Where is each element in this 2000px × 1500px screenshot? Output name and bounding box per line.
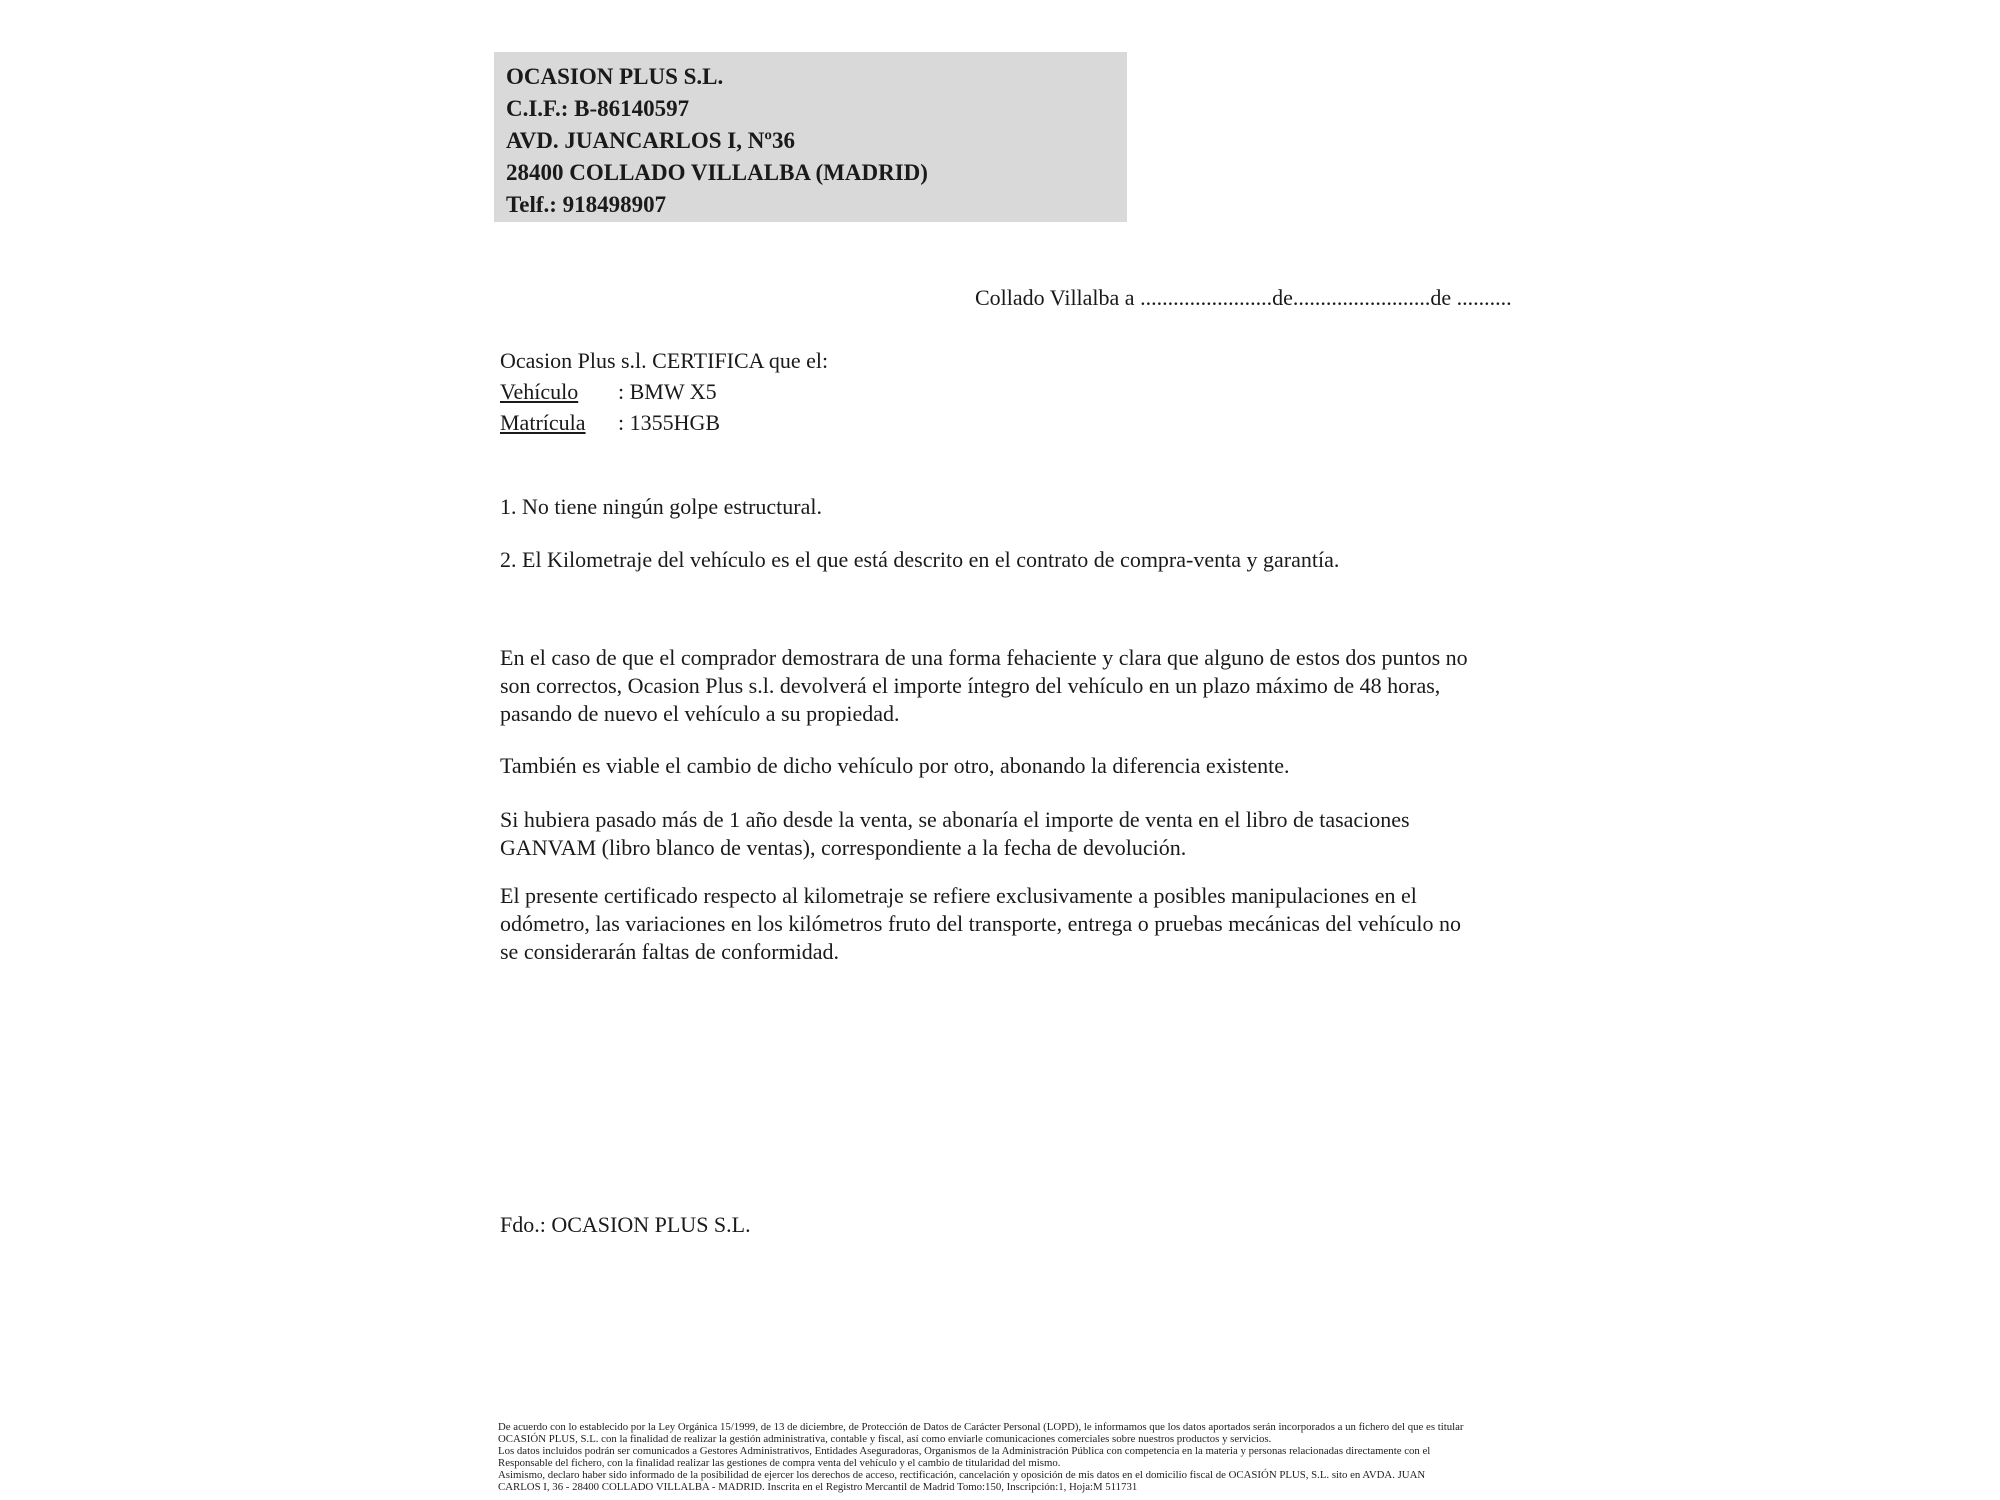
certified-point-1: 1. No tiene ningún golpe estructural. bbox=[500, 494, 822, 519]
paragraph-line: Si hubiera pasado más de 1 año desde la venta, se abonaría el importe de venta en el libro de tasaciones bbox=[500, 807, 1410, 832]
paragraph-line: GANVAM (libro blanco de ventas), correspondiente a la fecha de devolución. bbox=[500, 835, 1187, 860]
company-header-box bbox=[494, 52, 1127, 222]
paragraph-odometer bbox=[500, 882, 1461, 966]
paragraph-line: También es viable el cambio de dicho vehículo por otro, abonando la diferencia existente. bbox=[500, 753, 1290, 778]
vehicle-label: Vehículo bbox=[500, 379, 579, 404]
legal-line-6: CARLOS I, 36 - 28400 COLLADO VILLALBA - MADRID. Inscrita en el Registro Mercantil de Madrid Tomo:150, Inscripción:1, Hoja:M 511731 bbox=[498, 1480, 1138, 1493]
paragraph-line: El presente certificado respecto al kilometraje se refiere exclusivamente a posibles manipulaciones en el bbox=[500, 883, 1417, 908]
certify-intro-text: Ocasion Plus s.l. CERTIFICA que el: bbox=[500, 348, 829, 373]
signature-line: Fdo.: OCASION PLUS S.L. bbox=[500, 1212, 751, 1237]
vehicle-field-row bbox=[500, 379, 717, 405]
company-phone: Telf.: 918498907 bbox=[506, 192, 667, 217]
date-fill-in-line: Collado Villalba a ........................de.........................de .......... bbox=[975, 285, 1512, 310]
plate-field-row bbox=[500, 410, 720, 436]
company-name: OCASION PLUS S.L. bbox=[506, 64, 724, 89]
paragraph-exchange bbox=[500, 752, 1290, 780]
vehicle-label-wrap bbox=[500, 379, 618, 405]
legal-line-3: Los datos incluidos podrán ser comunicados a Gestores Administrativos, Entidades Aseguradoras, Organismos de la Administración Pública con competencia en la materia y personas relacionadas directamente con el bbox=[498, 1444, 1431, 1457]
paragraph-line: se considerarán faltas de conformidad. bbox=[500, 939, 840, 964]
paragraph-line: pasando de nuevo el vehículo a su propiedad. bbox=[500, 701, 900, 726]
company-address: AVD. JUANCARLOS I, Nº36 bbox=[506, 128, 795, 153]
company-city: 28400 COLLADO VILLALBA (MADRID) bbox=[506, 160, 928, 185]
legal-line-4: Responsable del fichero, con la finalidad realizar las gestiones de compra venta del vehículo y el cambio de titularidad del mismo. bbox=[498, 1456, 1061, 1469]
plate-label-wrap bbox=[500, 410, 618, 436]
legal-footer bbox=[498, 1422, 1464, 1493]
certified-point-2: 2. El Kilometraje del vehículo es el que está descrito en el contrato de compra-venta y garantía. bbox=[500, 547, 1340, 572]
legal-line-1: De acuerdo con lo establecido por la Ley Orgánica 15/1999, de 13 de diciembre, de Protección de Datos de Carácter Personal (LOPD), le informamos que los datos aportados serán incorporados a un fichero del que es titular bbox=[498, 1421, 1464, 1433]
paragraph-line: En el caso de que el comprador demostrara de una forma fehaciente y clara que alguno de estos dos puntos no bbox=[500, 645, 1468, 670]
legal-line-2: OCASIÓN PLUS, S.L. con la finalidad de realizar la gestión administrativa, contable y fiscal, así como enviarle comunicaciones comerciales sobre nuestros productos y servicios. bbox=[498, 1432, 1272, 1445]
paragraph-line: son correctos, Ocasion Plus s.l. devolverá el importe íntegro del vehículo en un plazo máximo de 48 horas, bbox=[500, 673, 1441, 698]
plate-value: : 1355HGB bbox=[618, 410, 721, 435]
legal-line-5: Asimismo, declaro haber sido informado de la posibilidad de ejercer los derechos de acceso, rectificación, cancelación y oposición de mis datos en el domicilio fiscal de OCASIÓN PLUS, S.L. sito en AVDA. JUAN bbox=[498, 1468, 1426, 1481]
paragraph-ganvam bbox=[500, 806, 1410, 862]
company-cif: C.I.F.: B-86140597 bbox=[506, 96, 690, 121]
paragraph-refund bbox=[500, 644, 1468, 728]
paragraph-line: odómetro, las variaciones en los kilómetros fruto del transporte, entrega o pruebas mecánicas del vehículo no bbox=[500, 911, 1461, 936]
plate-label: Matrícula bbox=[500, 410, 586, 435]
vehicle-value: : BMW X5 bbox=[618, 379, 717, 404]
